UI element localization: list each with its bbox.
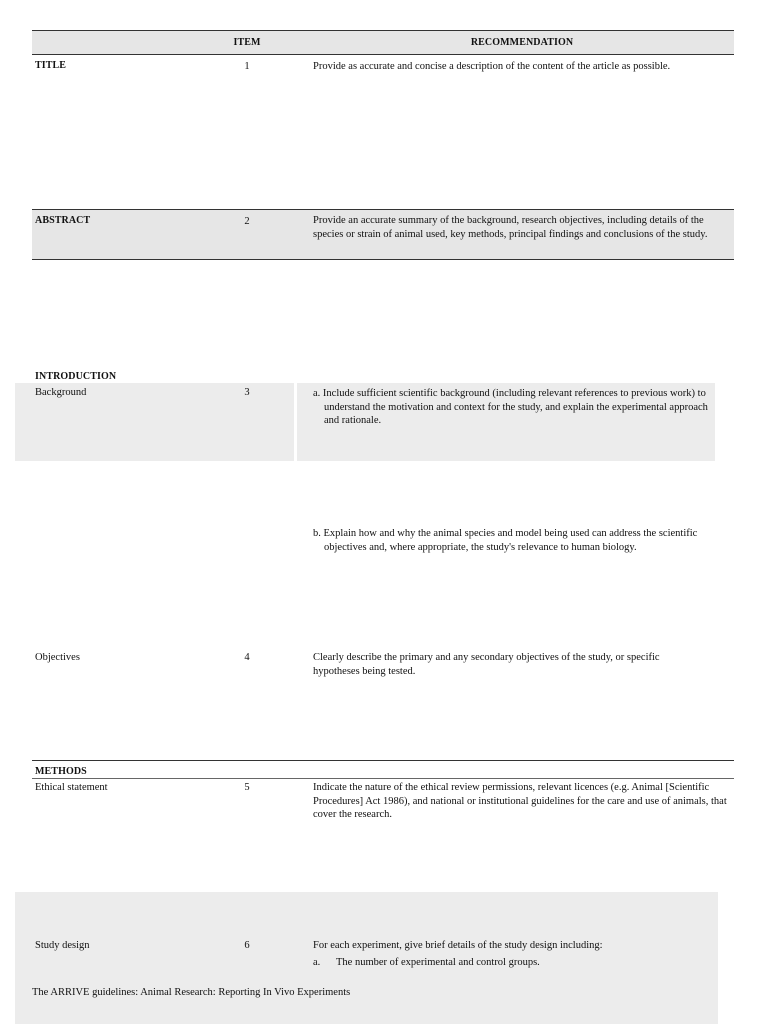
- rule-header-bottom: [32, 54, 734, 55]
- rule-abstract-top: [32, 209, 734, 210]
- recommendation-title: Provide as accurate and concise a description of the content of the article as possible.: [313, 61, 671, 72]
- header-item: ITEM: [233, 37, 261, 48]
- header-recommendation: RECOMMENDATION: [470, 37, 574, 48]
- item-number-4: 4: [244, 652, 250, 663]
- section-abstract: ABSTRACT: [35, 215, 91, 226]
- section-introduction: INTRODUCTION: [35, 371, 117, 382]
- label-study-design: Study design: [35, 940, 90, 951]
- rule-methods-bottom: [32, 778, 734, 779]
- recommendation-objectives: Clearly describe the primary and any secondary objectives of the study, or specific hypotheses being tested.: [313, 652, 660, 677]
- item-number-5: 5: [244, 782, 250, 793]
- recommendation-background-a: a. Include sufficient scientific background (including relevant references to previous work) to understand the motivation and context for the study, and explain the experimental approach and rationale.: [313, 388, 708, 426]
- section-methods: METHODS: [35, 766, 87, 777]
- item-number-2: 2: [244, 216, 250, 227]
- label-background: Background: [35, 387, 87, 398]
- label-ethical-statement: Ethical statement: [35, 782, 108, 793]
- study-design-a-marker: a.: [313, 957, 321, 968]
- item-number-6: 6: [244, 940, 250, 951]
- item-number-3: 3: [244, 387, 250, 398]
- footer-caption: The ARRIVE guidelines: Animal Research: Reporting In Vivo Experiments: [32, 987, 351, 998]
- recommendation-background-b: b. Explain how and why the animal species and model being used can address the scientific objectives and, where appropriate, the study's relevance to human biology.: [313, 528, 698, 553]
- recommendation-abstract: Provide an accurate summary of the background, research objectives, including details of the species or strain of animal used, key methods, principal findings and conclusions of the study.: [313, 215, 708, 240]
- rule-methods-top: [32, 760, 734, 761]
- rule-abstract-bottom: [32, 259, 734, 260]
- section-title: TITLE: [35, 60, 67, 71]
- label-objectives: Objectives: [35, 652, 80, 663]
- recommendation-study-design: For each experiment, give brief details of the study design including:: [313, 940, 603, 951]
- recommendation-ethical: Indicate the nature of the ethical review permissions, relevant licences (e.g. Animal [Scientific Procedures] Act 1986), and national or institutional guidelines for the care and use of animals, that cover the research.: [313, 782, 727, 820]
- rule-header-top: [32, 30, 734, 31]
- study-design-a-text: The number of experimental and control groups.: [336, 957, 540, 968]
- item-number-1: 1: [244, 61, 250, 72]
